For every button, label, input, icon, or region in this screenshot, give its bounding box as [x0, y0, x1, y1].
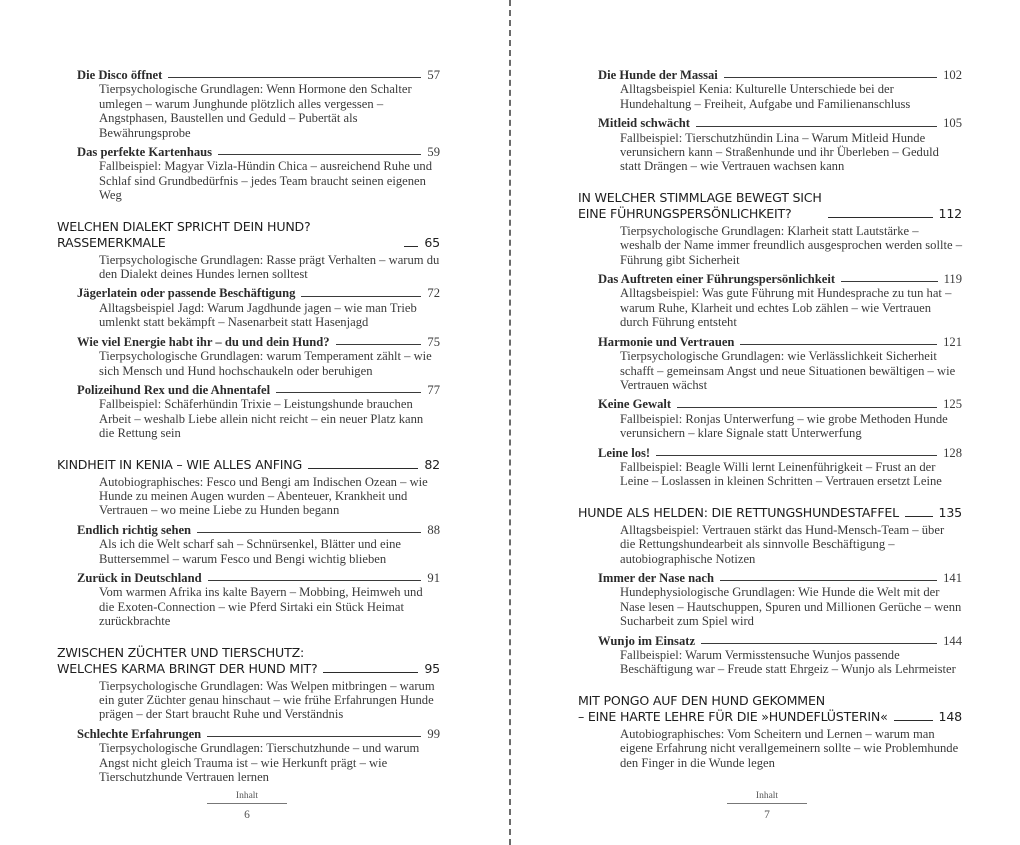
- page-footer: [727, 790, 807, 823]
- toc-chapter: [578, 190, 962, 489]
- entry-title: Mitleid schwächt: [598, 116, 690, 131]
- chapter-intro: Autobiographisches: Vom Scheitern und Lernen – warum man eigene Erfahrung nicht verallgemeinern sollte – wie Problemhunde den Finger in die Wunde legen: [620, 726, 959, 770]
- leader-line: [656, 455, 937, 456]
- entry-description: Als ich die Welt scharf sah – Schnürsenkel, Blätter und eine Buttersemmel – warum Fesco und Bengi wichtig blieben: [99, 537, 401, 566]
- toc-entry: [578, 397, 962, 440]
- toc-entry: [57, 68, 440, 140]
- entry-title: Polizeihund Rex und die Ahnentafel: [77, 382, 271, 397]
- entry-title: Leine los!: [598, 445, 651, 460]
- chapter-title: KINDHEIT IN KENIA – WIE ALLES ANFING: [57, 456, 303, 472]
- entry-title: Keine Gewalt: [598, 397, 672, 412]
- toc-entry: [578, 634, 962, 677]
- entry-description: Fallbeispiel: Beagle Willi lernt Leinenführigkeit – Frust an der Leine – Loslassen in kleinen Schritten – Vertrauen ersetzt Leine: [620, 459, 942, 489]
- chapter-page-number: 65: [424, 234, 440, 250]
- footer-label: Inhalt: [207, 790, 287, 804]
- right-page: [515, 0, 1020, 845]
- entry-page-number: 141: [943, 570, 962, 585]
- entry-title: Harmonie und Vertrauen: [598, 334, 735, 349]
- entry-title: Immer der Nase nach: [598, 570, 715, 585]
- entry-title: Wie viel Energie habt ihr – du und dein Hund?: [77, 334, 330, 349]
- entry-title: Zurück in Deutschland: [77, 570, 202, 585]
- entry-description: Fallbeispiel: Schäferhündin Trixie – Leistungshunde brauchen Arbeit – weshalb Liebe allein nicht reicht – ein neuer Platz kann die Rettung sein: [99, 397, 424, 441]
- chapter-intro: Tierpsychologische Grundlagen: Was Welpen mitbringen – warum ein guter Züchter genau hinschaut – wie frühe Erfahrungen Hunde prägen – der Start braucht Ruhe und Verständnis: [99, 678, 435, 722]
- toc-entry: [57, 727, 440, 785]
- entry-description: Alltagsbeispiel Jagd: Warum Jagdhunde jagen – wie man Trieb umlenkt statt bekämpft – Nasenarbeit statt Hasenjagd: [99, 300, 417, 330]
- entry-description: Vom warmen Afrika ins kalte Bayern – Mobbing, Heimweh und die Exoten-Connection – wie Pferd Sirtaki ein Stück Heimat zurückbrachte: [99, 585, 423, 629]
- entry-description: Tierpsychologische Grundlagen: warum Temperament zählt – wie sich Mensch und Hund hochschaukeln oder beruhigen: [99, 349, 432, 378]
- entry-description: Tierpsychologische Grundlagen: wie Verlässlichkeit Sicherheit schafft – gemeinsam Angst und neue Situationen bewältigen – wie Vertrauen wächst: [620, 349, 956, 392]
- toc-list: [57, 63, 440, 800]
- leader-line: [207, 736, 421, 737]
- leader-line: [740, 344, 937, 345]
- entry-title: Die Disco öffnet: [77, 68, 163, 82]
- entry-page-number: 121: [943, 334, 962, 349]
- entry-title: Jägerlatein oder passende Beschäftigung: [77, 286, 296, 301]
- entry-page-number: 144: [943, 633, 962, 648]
- page-number: 7: [764, 809, 770, 821]
- chapter-title: HUNDE ALS HELDEN: DIE RETTUNGSHUNDESTAFFEL: [578, 504, 899, 520]
- entry-title: Das Auftreten einer Führungspersönlichkeit: [598, 272, 836, 287]
- entry-page-number: 99: [427, 726, 440, 741]
- chapter-title: MIT PONGO AUF DEN HUND GEKOMMEN – EINE HARTE LEHRE FÜR DIE »HUNDEFLÜSTERIN«: [578, 692, 888, 724]
- chapter-page-number: 112: [938, 205, 962, 221]
- leader-line: [168, 77, 421, 78]
- chapter-page-number: 95: [424, 660, 440, 676]
- leader-line: [701, 643, 937, 644]
- toc-chapter: [57, 457, 440, 629]
- footer-label: Inhalt: [727, 790, 807, 804]
- entry-description: Hundephysiologische Grundlagen: Wie Hunde die Welt mit der Nase lesen – Hautschuppen, Spuren und Millionen Gerüche – wenn Sucharbeit zum Spiel wird: [620, 585, 962, 629]
- entry-page-number: 77: [427, 382, 440, 397]
- leader-line: [301, 296, 421, 297]
- toc-chapter: [578, 693, 962, 770]
- toc-entry: [578, 335, 962, 393]
- toc-entry: [57, 383, 440, 441]
- toc-entry: [57, 286, 440, 329]
- leader-line: [677, 407, 937, 408]
- entry-description: Fallbeispiel: Warum Vermisstensuche Wunjos passende Beschäftigung war – Freude statt Ehrgeiz – Wunjo als Lehrmeister: [620, 648, 956, 677]
- entry-description: Tierpsychologische Grundlagen: Wenn Hormone den Schalter umlegen – warum Junghunde plötzlich alles vergessen – Angstphasen, Baustellen und Geduld – Pubertät als Bewährungsprobe: [99, 82, 412, 140]
- leader-line: [336, 344, 422, 345]
- toc-entry: [57, 523, 440, 566]
- entry-page-number: 102: [943, 68, 962, 82]
- entry-page-number: 75: [427, 334, 440, 349]
- chapter-intro: Tierpsychologische Grundlagen: Klarheit statt Lautstärke – weshalb der Name immer freundlich ausgesprochen werden sollte – Führung gibt Sicherheit: [620, 223, 963, 267]
- entry-description: Tierpsychologische Grundlagen: Tierschutzhunde – und warum Angst nicht gleich Trauma ist – wie Herkunft prägt – wie Tierschutzhunde Vertrauen lernen: [99, 741, 420, 785]
- chapter-intro: Tierpsychologische Grundlagen: Rasse prägt Verhalten – warum du den Dialekt deines Hundes lernen solltest: [99, 252, 440, 282]
- leader-line: [828, 217, 933, 218]
- entry-page-number: 128: [943, 445, 962, 460]
- entry-title: Die Hunde der Massai: [598, 68, 718, 82]
- entry-page-number: 125: [943, 397, 962, 412]
- leader-line: [905, 516, 933, 517]
- leader-line: [720, 580, 937, 581]
- entry-page-number: 59: [427, 145, 440, 160]
- chapter-title: IN WELCHER STIMMLAGE BEWEGT SICH EINE FÜHRUNGSPERSÖNLICHKEIT?: [578, 189, 822, 221]
- toc-chapter-continued: [578, 68, 962, 174]
- toc-entry: [57, 571, 440, 629]
- page-number: 6: [244, 809, 250, 821]
- leader-line: [218, 154, 421, 155]
- toc-entry: [578, 571, 962, 629]
- leader-line: [696, 126, 937, 127]
- leader-line: [208, 580, 422, 581]
- chapter-intro: Autobiographisches: Fesco und Bengi am Indischen Ozean – wie Hunde zu meinen Augen wurden – Abenteuer, Krankheit und Vertrauen – wo meine Liebe zu Hunden begann: [99, 474, 428, 518]
- toc-entry: [578, 68, 962, 111]
- leader-line: [841, 281, 937, 282]
- leader-line: [323, 672, 418, 673]
- entry-description: Alltagsbeispiel Kenia: Kulturelle Unterschiede bei der Hundehaltung – Freiheit, Aufgabe und Familienanschluss: [620, 82, 911, 111]
- leader-line: [894, 720, 933, 721]
- entry-description: Fallbeispiel: Magyar Vizla-Hündin Chica – ausreichend Ruhe und Schlaf sind Grundbedürfnis – jedes Team braucht seinen eigenen Weg: [99, 159, 433, 203]
- toc-chapter: [578, 505, 962, 677]
- leader-line: [724, 77, 937, 78]
- toc-chapter-continued: [57, 68, 440, 203]
- left-page: [0, 0, 505, 845]
- toc-entry: [57, 335, 440, 378]
- entry-title: Wunjo im Einsatz: [598, 633, 696, 648]
- toc-entry: [578, 116, 962, 174]
- leader-line: [276, 392, 421, 393]
- toc-entry: [57, 145, 440, 203]
- entry-description: Alltagsbeispiel: Was gute Führung mit Hundesprache zu tun hat – warum Ruhe, Klarheit und echtes Lob zählen – wie Vertrauen durch Führung entsteht: [620, 286, 952, 330]
- leader-line: [404, 246, 418, 247]
- chapter-title: WELCHEN DIALEKT SPRICHT DEIN HUND? RASSEMERKMALE: [57, 218, 311, 250]
- toc-chapter: [57, 219, 440, 441]
- entry-description: Fallbeispiel: Tierschutzhündin Lina – Warum Mitleid Hunde verunsichern kann – Straßenhunde und ihr Überleben – Geduld statt Drängen – wie Vertrauen wachsen kann: [620, 130, 939, 174]
- toc-entry: [578, 272, 962, 330]
- entry-page-number: 119: [943, 272, 962, 287]
- entry-page-number: 72: [427, 286, 440, 301]
- entry-page-number: 91: [427, 570, 440, 585]
- entry-page-number: 88: [427, 522, 440, 537]
- toc-entry: [578, 446, 962, 489]
- toc-list: [578, 63, 962, 786]
- entry-page-number: 105: [943, 116, 962, 131]
- entry-title: Schlechte Erfahrungen: [77, 726, 202, 741]
- entry-title: Das perfekte Kartenhaus: [77, 145, 213, 160]
- chapter-page-number: 135: [938, 504, 962, 520]
- chapter-title: ZWISCHEN ZÜCHTER UND TIERSCHUTZ: WELCHES KARMA BRINGT DER HUND MIT?: [57, 644, 318, 676]
- entry-title: Endlich richtig sehen: [77, 522, 192, 537]
- page-divider: [509, 0, 511, 845]
- entry-page-number: 57: [427, 68, 440, 82]
- leader-line: [197, 532, 421, 533]
- leader-line: [308, 468, 418, 469]
- chapter-page-number: 148: [938, 708, 962, 724]
- chapter-intro: Alltagsbeispiel: Vertrauen stärkt das Hund-Mensch-Team – über die Rettungshundearbeit als sinnvolle Beschäftigung – autobiographische Notizen: [620, 522, 945, 566]
- toc-chapter: [57, 645, 440, 785]
- page-footer: [207, 790, 287, 823]
- entry-description: Fallbeispiel: Ronjas Unterwerfung – wie grobe Methoden Hunde verunsichern – klare Signale statt Unterwerfung: [620, 411, 948, 441]
- chapter-page-number: 82: [424, 456, 440, 472]
